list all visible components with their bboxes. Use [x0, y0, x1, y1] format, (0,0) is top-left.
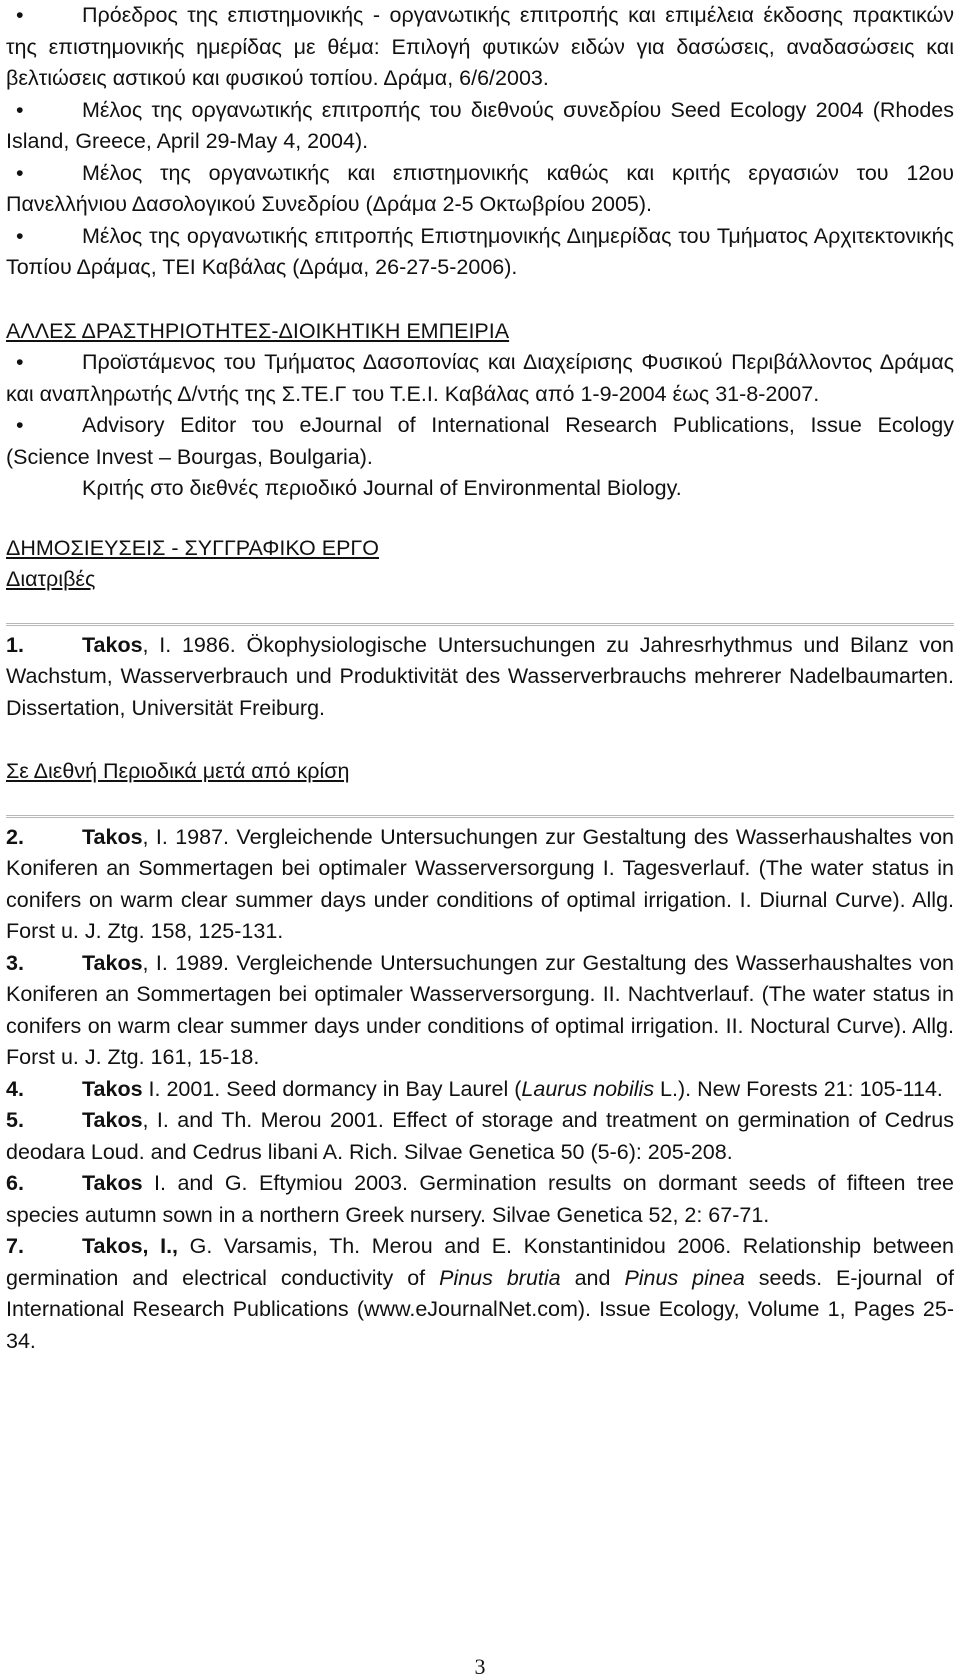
- page-number: 3: [474, 1654, 486, 1679]
- publication-entry: 4. Takos I. 2001. Seed dormancy in Bay Laurel (Laurus nobilis L.). New Forests 21: 105-114.: [6, 1076, 943, 1101]
- other-activity-item: • Προϊστάμενος του Τμήματος Δασοπονίας και Διαχείρισης Φυσικού Περιβάλλοντος Δράμας και αναπληρωτής Δ/ντής της Σ.ΤΕ.Γ του Τ.Ε.Ι. Καβάλας από 1-9-2004 έως 31-8-2007.: [6, 347, 954, 410]
- publication-entry: 7. Takos, I., G. Varsamis, Th. Merou and E. Konstantinidou 2006. Relationship between germination and electrical conductivity of Pinus brutia and Pinus pinea seeds. E-journal of International Research Publications (www.eJournalNet.com). Issue Ecology, Volume 1, Pages 25-34.: [6, 1234, 954, 1353]
- theses-heading: Διατριβές: [6, 567, 96, 591]
- bullet-icon: •: [16, 3, 24, 27]
- other-activities-heading: ΑΛΛΕΣ ΔΡΑΣΤΗΡΙΟΤΗΤΕΣ-ΔΙΟΙΚΗΤΙΚΗ ΕΜΠΕΙΡΙΑ: [6, 318, 510, 343]
- other-activity-item: • Advisory Editor του eJournal of International Research Publications, Issue Ecology (Science Invest – Bourgas, Boulgaria).: [6, 410, 954, 473]
- publication-entry: 5. Takos, I. and Th. Merou 2001. Effect of storage and treatment on germination of Cedrus deodara Loud. and Cedrus libani A. Rich. Silvae Genetica 50 (5-6): 205-208.: [6, 1108, 954, 1164]
- other-activity-extra: Κριτής στο διεθνές περιοδικό Journal of Environmental Biology.: [82, 476, 682, 500]
- bullet-icon: •: [16, 350, 24, 374]
- publications: [6, 533, 954, 1358]
- publication-entry: 6. Takos I. and G. Eftymiou 2003. Germination results on dormant seeds of fifteen tree species autumn sown in a northern Greek nursery. Silvae Genetica 52, 2: 67-71.: [6, 1171, 954, 1227]
- publications-heading: ΔΗΜΟΣΙΕΥΣΕΙΣ - ΣΥΓΓΡΑΦΙΚΟ ΕΡΓΟ: [6, 535, 379, 560]
- activity-item: • Μέλος της οργανωτικής και επιστημονικής καθώς και κριτής εργασιών του 12ου Πανελλήνιου Δασολογικού Συνεδρίου (Δράμα 2-5 Οκτωβρίου 2005).: [6, 158, 954, 221]
- publication-entry: 3. Takos, I. 1989. Vergleichende Untersuchungen zur Gestaltung des Wasserhaushaltes von Koniferen an Sommertagen bei optimaler Wasserversorgung. II. Nachtverlauf. (The water status in conifers on warm clear summer days under conditions of optimal irrigation. II. Noctural Curve). Allg. Forst u. J. Ztg. 161, 15-18.: [6, 950, 954, 1069]
- bullet-icon: •: [16, 413, 24, 437]
- bullet-icon: •: [16, 97, 24, 122]
- activity-item: • Μέλος της οργανωτικής επιτροπής Επιστημονικής Διημερίδας του Τμήματος Αρχιτεκτονικής Τοπίου Δράμας, ΤΕΙ Καβάλας (Δράμα, 26-27-5-2006).: [6, 221, 954, 284]
- publication-entry: 2. Takos, I. 1987. Vergleichende Untersuchungen zur Gestaltung des Wasserhaushaltes von Koniferen an Sommertagen bei optimaler Wasserversorgung I. Tagesverlauf. (The water status in conifers on warm clear summer days under conditions of optimal irrigation. I. Diurnal Curve). Allg. Forst u. J. Ztg. 158, 125-131.: [6, 824, 954, 943]
- publication-entry: 1. Takos, I. 1986. Ökophysiologische Untersuchungen zu Jahresrhythmus und Bilanz von Wachstum, Wasserverbrauch und Produktivität des Wasserverbrauchs mehrerer Nadelbaumarten. Dissertation, Universität Freiburg.: [6, 632, 954, 720]
- section-divider: [6, 596, 954, 630]
- organizing-activities: [6, 0, 954, 284]
- bullet-icon: •: [16, 223, 24, 248]
- page-content: [6, 0, 954, 1357]
- journals-heading: Σε Διεθνή Περιοδικά μετά από κρίση: [6, 759, 350, 783]
- section-divider: [6, 788, 954, 822]
- activity-item: • Πρόεδρος της επιστημονικής - οργανωτικής επιτροπής και επιμέλεια έκδοσης πρακτικών της επιστημονικής ημερίδας με θέμα: Επιλογή φυτικών ειδών για δασώσεις, αναδασώσεις και βελτιώσεις αστικού και φυσικού τοπίου. Δράμα, 6/6/2003.: [6, 0, 954, 95]
- activity-item: • Μέλος της οργανωτικής επιτροπής του διεθνούς συνεδρίου Seed Ecology 2004 (Rhodes Island, Greece, April 29-May 4, 2004).: [6, 95, 954, 158]
- bullet-icon: •: [16, 160, 24, 185]
- other-activities: [6, 316, 954, 505]
